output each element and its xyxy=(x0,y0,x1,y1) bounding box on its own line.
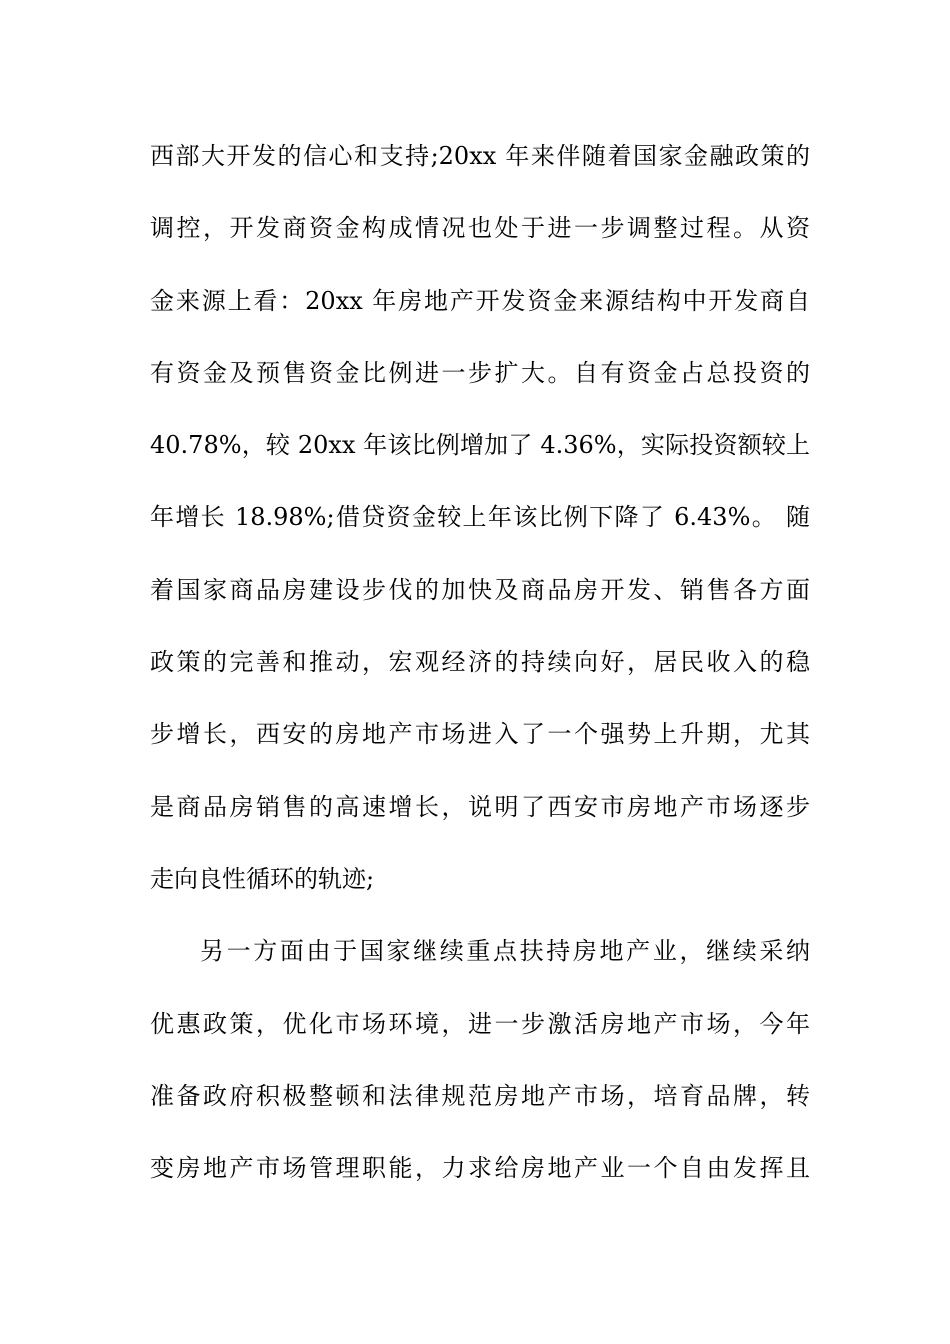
text-line: 步增长，西安的房地产市场进入了一个强势上升期，尤其 xyxy=(150,720,810,749)
text-line: 着国家商品房建设步伐的加快及商品房开发、销售各方面 xyxy=(150,575,810,604)
paragraph-end-line: 走向良性循环的轨迹; xyxy=(150,864,375,893)
body-text xyxy=(150,132,810,1216)
text-line: 政策的完善和推动，宏观经济的持续向好，居民收入的稳 xyxy=(150,648,810,677)
text-line: 优惠政策，优化市场环境，进一步激活房地产市场，今年 xyxy=(150,1009,810,1038)
text-line: 变房地产市场管理职能，力求给房地产业一个自由发挥且 xyxy=(150,1154,810,1183)
text-line: 调控，开发商资金构成情况也处于进一步调整过程。从资 xyxy=(150,214,810,243)
text-line: 年增长 18.98%;借贷资金较上年该比例下降了 6.43%。 随 xyxy=(150,503,810,532)
text-line: 40.78%，较 20xx 年该比例增加了 4.36%，实际投资额较上 xyxy=(150,431,810,460)
text-line: 是商品房销售的高速增长，说明了西安市房地产市场逐步 xyxy=(150,792,810,821)
paragraph-start-line: 另一方面由于国家继续重点扶持房地产业，继续采纳 xyxy=(200,937,810,966)
text-line: 准备政府积极整顿和法律规范房地产市场，培育品牌，转 xyxy=(150,1081,810,1110)
text-line: 金来源上看：20xx 年房地产开发资金来源结构中开发商自 xyxy=(150,286,810,315)
text-line: 有资金及预售资金比例进一步扩大。自有资金占总投资的 xyxy=(150,358,810,387)
text-line: 西部大开发的信心和支持;20xx 年来伴随着国家金融政策的 xyxy=(150,142,810,170)
